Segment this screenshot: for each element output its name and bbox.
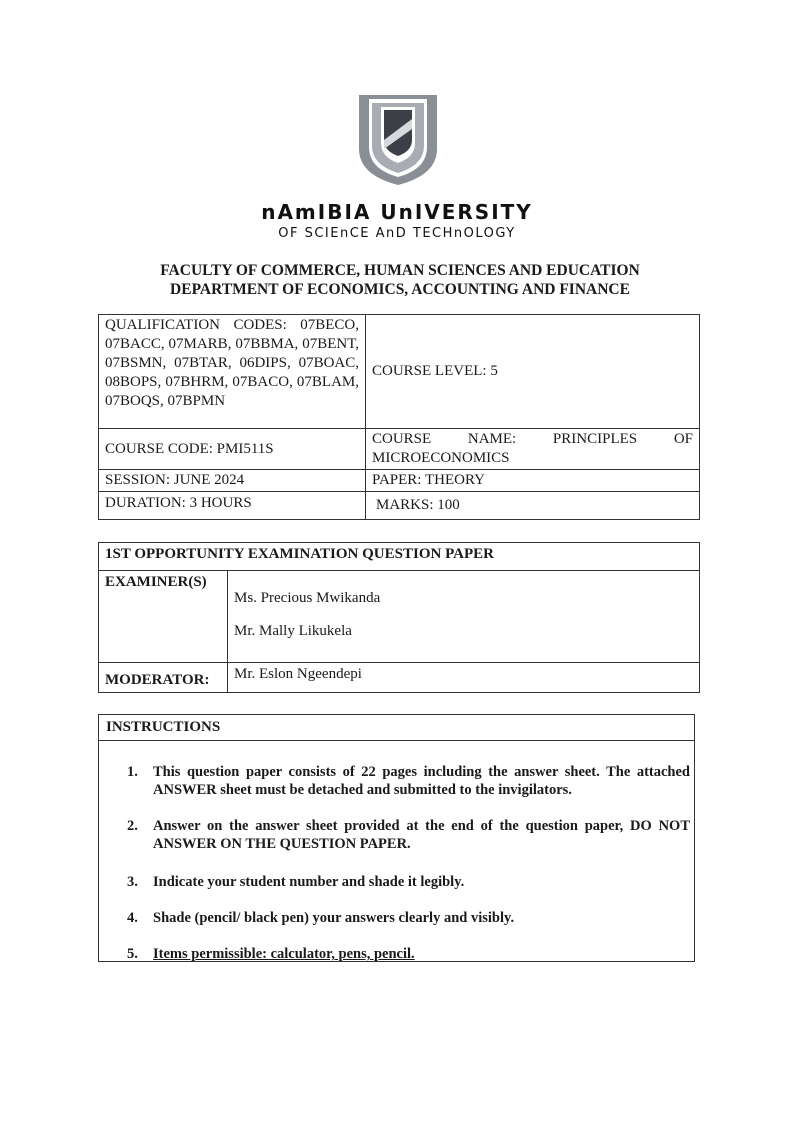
qualification-codes: QUALIFICATION CODES: 07BECO, 07BACC, 07MARB, 07BBMA, 07BENT, 07BSMN, 07BTAR, 06DIPS, 07BOAC, 08BOPS, 07BHRM, 07BACO, 07BLAM, 07BOQS, 07BPMN	[99, 315, 366, 429]
university-logo	[355, 93, 441, 187]
instruction-item	[127, 763, 690, 799]
paper-type: PAPER: THEORY	[366, 470, 700, 492]
marks: MARKS: 100	[366, 492, 700, 520]
session: SESSION: JUNE 2024	[99, 470, 366, 492]
instruction-item	[127, 817, 690, 853]
instruction-number: 2.	[127, 818, 138, 834]
instruction-item	[127, 909, 690, 927]
instructions-heading: INSTRUCTIONS	[99, 715, 694, 741]
university-subtitle: OF SCIEnCE AnD TECHnOLOGY	[278, 226, 516, 241]
instruction-text: This question paper consists of 22 pages including the answer sheet. The attached ANSWER sheet must be detached and submitted to the invigilators.	[153, 764, 690, 798]
instruction-number: 3.	[127, 874, 138, 890]
department-name: DEPARTMENT OF ECONOMICS, ACCOUNTING AND FINANCE	[170, 281, 630, 298]
instruction-text: Answer on the answer sheet provided at the end of the question paper, DO NOT ANSWER ON THE QUESTION PAPER.	[153, 818, 690, 852]
examiner-name: Mr. Mally Likukela	[234, 623, 352, 639]
exam-title: 1ST OPPORTUNITY EXAMINATION QUESTION PAPER	[99, 543, 700, 571]
university-name: nAmIBIA UnIVERSITY	[261, 200, 533, 224]
faculty-heading	[0, 261, 794, 299]
faculty-name: FACULTY OF COMMERCE, HUMAN SCIENCES AND EDUCATION	[160, 262, 640, 279]
instruction-text: Items permissible: calculator, pens, pencil.	[153, 946, 415, 962]
instruction-item	[127, 945, 690, 963]
course-code: COURSE CODE: PMI511S	[99, 429, 366, 470]
instruction-text: Shade (pencil/ black pen) your answers clearly and visibly.	[153, 910, 515, 926]
course-level: COURSE LEVEL: 5	[366, 315, 700, 429]
instructions-box	[98, 714, 695, 962]
instruction-number: 5.	[127, 946, 138, 962]
exam-details-table	[98, 542, 700, 693]
instruction-number: 4.	[127, 910, 138, 926]
instruction-number: 1.	[127, 764, 138, 780]
instruction-item	[127, 873, 690, 891]
duration: DURATION: 3 HOURS	[99, 492, 366, 520]
course-name: COURSE NAME: PRINCIPLES OF MICROECONOMICS	[366, 429, 700, 470]
examiners-cell	[228, 571, 700, 663]
instruction-text: Indicate your student number and shade it legibly.	[153, 874, 465, 890]
moderator-label: MODERATOR:	[99, 663, 228, 693]
course-info-table	[98, 314, 700, 520]
moderator-name: Mr. Eslon Ngeendepi	[228, 663, 700, 693]
examiner-name: Ms. Precious Mwikanda	[234, 590, 381, 606]
examiners-label: EXAMINER(S)	[99, 571, 228, 663]
